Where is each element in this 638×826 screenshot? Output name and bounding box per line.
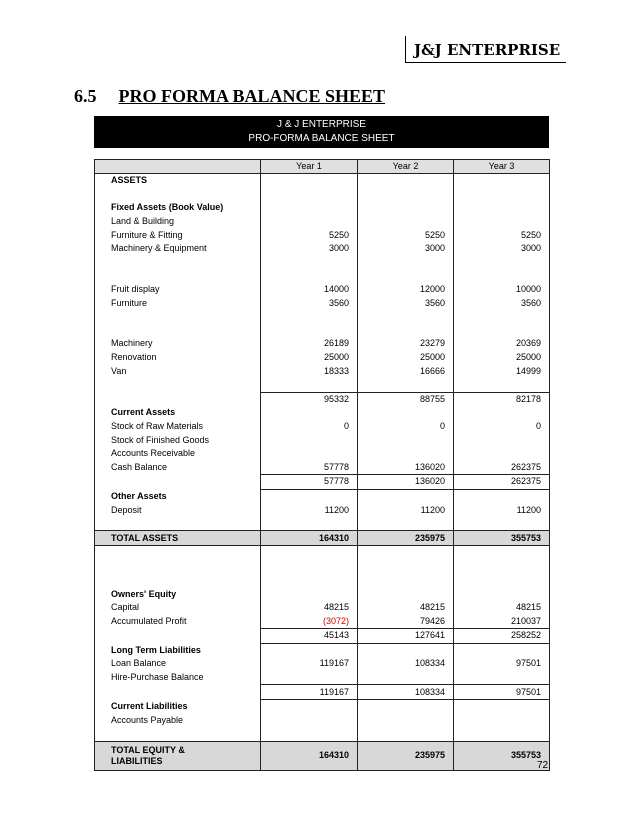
col-year3: Year 3 bbox=[454, 160, 550, 174]
row-label: Stock of Finished Goods bbox=[95, 433, 261, 447]
cell-value: 136020 bbox=[358, 460, 454, 474]
table-row bbox=[95, 587, 550, 601]
banner-subtitle: PRO-FORMA BALANCE SHEET bbox=[248, 133, 395, 144]
cell-value: 97501 bbox=[454, 685, 550, 700]
cell-value: 3000 bbox=[454, 242, 550, 256]
cell-value: 82178 bbox=[454, 392, 550, 406]
cell-value: 14999 bbox=[454, 364, 550, 378]
cell-value: 0 bbox=[358, 420, 454, 434]
running-header bbox=[405, 36, 566, 63]
cell-value: 0 bbox=[261, 420, 358, 434]
row-label: Cash Balance bbox=[95, 460, 261, 474]
cell-value: 26189 bbox=[261, 337, 358, 351]
table-row bbox=[95, 420, 550, 434]
table-row bbox=[95, 283, 550, 297]
cell-value: 235975 bbox=[358, 531, 454, 546]
row-label: Furniture bbox=[95, 296, 261, 310]
table-row bbox=[95, 228, 550, 242]
cell-value: 5250 bbox=[358, 228, 454, 242]
table-row bbox=[95, 433, 550, 447]
table-row bbox=[95, 460, 550, 474]
section-title: PRO FORMA BALANCE SHEET bbox=[118, 86, 386, 106]
row-label: Van bbox=[95, 364, 261, 378]
row-label: Long Term Liabilities bbox=[95, 643, 261, 657]
cell-value: 262375 bbox=[454, 475, 550, 490]
table-row bbox=[95, 269, 550, 283]
cell-value: 57778 bbox=[261, 460, 358, 474]
row-label-line1: TOTAL EQUITY & bbox=[111, 744, 185, 755]
cell-value: 258252 bbox=[454, 629, 550, 644]
table-row bbox=[95, 447, 550, 461]
cell-value: 11200 bbox=[454, 503, 550, 517]
subtotal-row bbox=[95, 392, 550, 406]
table-row bbox=[95, 489, 550, 503]
cell-value: 11200 bbox=[261, 503, 358, 517]
table-row bbox=[95, 517, 550, 531]
row-label: Machinery bbox=[95, 337, 261, 351]
cell-value: 127641 bbox=[358, 629, 454, 644]
row-label-line2: LIABILITIES bbox=[111, 755, 163, 766]
cell-value: 97501 bbox=[454, 657, 550, 671]
cell-value: 164310 bbox=[261, 741, 358, 770]
section-number: 6.5 bbox=[74, 86, 97, 106]
table-row bbox=[95, 614, 550, 628]
cell-value: 0 bbox=[454, 420, 550, 434]
row-label: Hire-Purchase Balance bbox=[95, 671, 261, 685]
cell-value: 3000 bbox=[261, 242, 358, 256]
table-row bbox=[95, 310, 550, 324]
cell-value: 16666 bbox=[358, 364, 454, 378]
cell-value: 45143 bbox=[261, 629, 358, 644]
table-row bbox=[95, 201, 550, 215]
row-label: Accumulated Profit bbox=[95, 614, 261, 628]
subtotal-row bbox=[95, 629, 550, 644]
cell-value: 119167 bbox=[261, 657, 358, 671]
row-label: Deposit bbox=[95, 503, 261, 517]
cell-value: 48215 bbox=[454, 601, 550, 615]
cell-value: 14000 bbox=[261, 283, 358, 297]
table-row bbox=[95, 671, 550, 685]
row-label: Accounts Payable bbox=[95, 714, 261, 728]
table-row bbox=[95, 546, 550, 560]
cell-value: 3560 bbox=[358, 296, 454, 310]
table-row bbox=[95, 351, 550, 365]
cell-value: 108334 bbox=[358, 685, 454, 700]
table-row bbox=[95, 727, 550, 741]
row-label: ASSETS bbox=[95, 174, 261, 188]
cell-value: 23279 bbox=[358, 337, 454, 351]
row-label: Land & Building bbox=[95, 215, 261, 229]
row-label: Current Liabilities bbox=[95, 699, 261, 713]
table-row bbox=[95, 364, 550, 378]
section-heading bbox=[74, 86, 385, 107]
row-label: Accounts Receivable bbox=[95, 447, 261, 461]
cell-value: 108334 bbox=[358, 657, 454, 671]
table-row bbox=[95, 188, 550, 202]
cell-value: 18333 bbox=[261, 364, 358, 378]
cell-value: 95332 bbox=[261, 392, 358, 406]
table-row bbox=[95, 378, 550, 392]
cell-value: 5250 bbox=[454, 228, 550, 242]
table-row bbox=[95, 560, 550, 574]
table-row bbox=[95, 503, 550, 517]
cell-value: 25000 bbox=[261, 351, 358, 365]
row-label: Capital bbox=[95, 601, 261, 615]
row-label: Machinery & Equipment bbox=[95, 242, 261, 256]
cell-value: 355753 bbox=[454, 531, 550, 546]
row-label bbox=[95, 741, 261, 770]
table-row bbox=[95, 601, 550, 615]
balance-sheet-table bbox=[94, 159, 550, 771]
page-number: 72 bbox=[537, 760, 549, 771]
table-row bbox=[95, 714, 550, 728]
cell-value: 5250 bbox=[261, 228, 358, 242]
table-row bbox=[95, 215, 550, 229]
cell-value: 235975 bbox=[358, 741, 454, 770]
row-label: TOTAL ASSETS bbox=[95, 531, 261, 546]
cell-value: 25000 bbox=[358, 351, 454, 365]
cell-value: 164310 bbox=[261, 531, 358, 546]
table-row bbox=[95, 406, 550, 420]
header-title: J&J ENTERPRISE bbox=[414, 41, 561, 59]
cell-value: 136020 bbox=[358, 475, 454, 490]
cell-value: 3560 bbox=[454, 296, 550, 310]
cell-value: 20369 bbox=[454, 337, 550, 351]
row-label: Fruit display bbox=[95, 283, 261, 297]
row-label: Furniture & Fitting bbox=[95, 228, 261, 242]
cell-value: 25000 bbox=[454, 351, 550, 365]
table-row bbox=[95, 657, 550, 671]
cell-value: 12000 bbox=[358, 283, 454, 297]
table-row bbox=[95, 242, 550, 256]
table-row bbox=[95, 337, 550, 351]
cell-value: 88755 bbox=[358, 392, 454, 406]
cell-value: 262375 bbox=[454, 460, 550, 474]
row-label: Loan Balance bbox=[95, 657, 261, 671]
cell-value: 3560 bbox=[261, 296, 358, 310]
row-label: Other Assets bbox=[95, 489, 261, 503]
table-row bbox=[95, 256, 550, 270]
table-row bbox=[95, 643, 550, 657]
col-year2: Year 2 bbox=[358, 160, 454, 174]
cell-value: 48215 bbox=[358, 601, 454, 615]
row-label: Current Assets bbox=[95, 406, 261, 420]
cell-value: 11200 bbox=[358, 503, 454, 517]
total-equity-liabilities-row bbox=[95, 741, 550, 770]
table-row bbox=[95, 174, 550, 188]
cell-value: 57778 bbox=[261, 475, 358, 490]
row-label: Stock of Raw Materials bbox=[95, 420, 261, 434]
table-row bbox=[95, 324, 550, 338]
cell-value: 210037 bbox=[454, 614, 550, 628]
col-year1: Year 1 bbox=[261, 160, 358, 174]
banner-company: J & J ENTERPRISE bbox=[277, 119, 366, 130]
row-label: Renovation bbox=[95, 351, 261, 365]
table-row bbox=[95, 699, 550, 713]
column-header-row bbox=[95, 160, 550, 174]
cell-value: 3000 bbox=[358, 242, 454, 256]
row-label: Owners' Equity bbox=[95, 587, 261, 601]
cell-value: 48215 bbox=[261, 601, 358, 615]
table-row bbox=[95, 296, 550, 310]
cell-value-negative: (3072) bbox=[261, 614, 358, 628]
subtotal-row bbox=[95, 685, 550, 700]
cell-value: 355753 bbox=[454, 741, 550, 770]
total-assets-row bbox=[95, 531, 550, 546]
cell-value: 10000 bbox=[454, 283, 550, 297]
cell-value: 119167 bbox=[261, 685, 358, 700]
subtotal-row bbox=[95, 475, 550, 490]
row-label: Fixed Assets (Book Value) bbox=[95, 201, 261, 215]
table-row bbox=[95, 574, 550, 588]
table-banner bbox=[94, 116, 549, 148]
cell-value: 79426 bbox=[358, 614, 454, 628]
